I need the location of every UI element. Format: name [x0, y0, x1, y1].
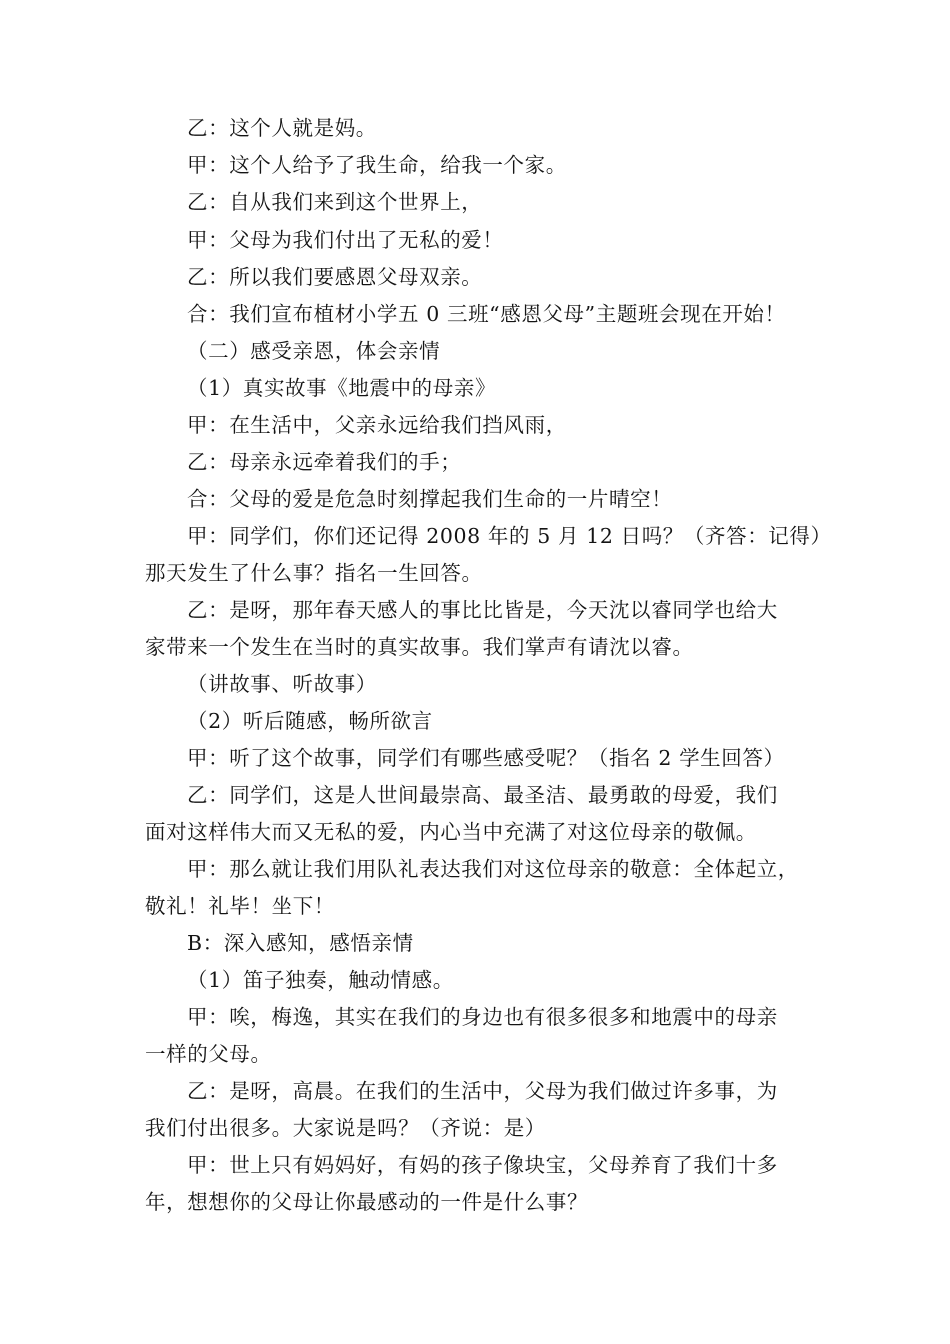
- dialogue-line: 合：父母的爱是危急时刻撑起我们生命的一片晴空！: [187, 487, 673, 511]
- stage-direction: （讲故事、听故事）: [187, 672, 377, 696]
- section-heading: B：深入感知，感悟亲情: [187, 931, 414, 955]
- dialogue-line: 乙：所以我们要感恩父母双亲。: [187, 265, 483, 289]
- dialogue-line: 甲：在生活中，父亲永远给我们挡风雨，: [187, 413, 567, 437]
- dialogue-line-continued: 面对这样伟大而又无私的爱，内心当中充满了对这位母亲的敬佩。: [145, 820, 757, 844]
- dialogue-line: 甲：那么就让我们用队礼表达我们对这位母亲的敬意：全体起立，: [187, 857, 799, 881]
- dialogue-line: 乙：是呀，高晨。在我们的生活中，父母为我们做过许多事，为: [187, 1079, 778, 1103]
- dialogue-line-continued: 敬礼！礼毕！坐下！: [145, 894, 335, 918]
- dialogue-line: 甲：这个人给予了我生命，给我一个家。: [187, 153, 567, 177]
- dialogue-line: 甲：唉，梅逸，其实在我们的身边也有很多很多和地震中的母亲: [187, 1005, 778, 1029]
- dialogue-line-continued: 年，想想你的父母让你最感动的一件是什么事？: [145, 1190, 589, 1214]
- dialogue-line: 乙：母亲永远牵着我们的手；: [187, 450, 462, 474]
- dialogue-line: 乙：同学们，这是人世间最崇高、最圣洁、最勇敢的母爱，我们: [187, 783, 778, 807]
- dialogue-line: 甲：世上只有妈妈好，有妈的孩子像块宝，父母养育了我们十多: [187, 1153, 778, 1177]
- subsection-heading: （1）笛子独奏，触动情感。: [187, 968, 454, 992]
- dialogue-line: 甲：父母为我们付出了无私的爱！: [187, 228, 504, 252]
- dialogue-line: 甲：同学们，你们还记得 2008 年的 5 月 12 日吗？（齐答：记得）: [187, 524, 832, 548]
- dialogue-line-continued: 一样的父母。: [145, 1042, 272, 1066]
- dialogue-line: 甲：听了这个故事，同学们有哪些感受呢？（指名 2 学生回答）: [187, 746, 785, 770]
- dialogue-line: 乙：是呀，那年春天感人的事比比皆是，今天沈以睿同学也给大: [187, 598, 778, 622]
- dialogue-line-continued: 我们付出很多。大家说是吗？（齐说：是）: [145, 1116, 546, 1140]
- subsection-heading: （1）真实故事《地震中的母亲》: [187, 376, 497, 400]
- dialogue-line: 合：我们宣布植材小学五 0 三班“感恩父母”主题班会现在开始！: [187, 302, 786, 326]
- dialogue-line-continued: 那天发生了什么事？指名一生回答。: [145, 561, 483, 585]
- dialogue-line-continued: 家带来一个发生在当时的真实故事。我们掌声有请沈以睿。: [145, 635, 694, 659]
- dialogue-line: 乙：自从我们来到这个世界上，: [187, 190, 483, 214]
- section-heading: （二）感受亲恩，体会亲情: [187, 339, 441, 363]
- dialogue-line: 乙：这个人就是妈。: [187, 116, 377, 140]
- subsection-heading: （2）听后随感，畅所欲言: [187, 709, 433, 733]
